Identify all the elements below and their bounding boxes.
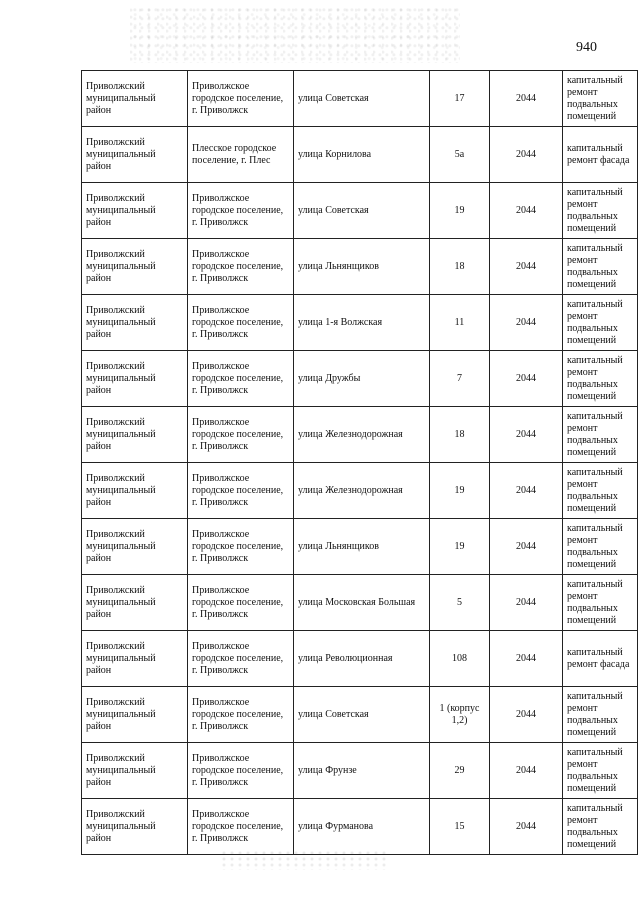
table-row (82, 127, 638, 183)
settlement-cell: Приволжское городское поселение, г. Приволжск (188, 295, 294, 351)
house-number-cell: 29 (430, 743, 490, 799)
repair-schedule-table (81, 70, 638, 855)
street-cell: улица Железнодорожная (294, 407, 430, 463)
street-cell: улица Льнянщиков (294, 239, 430, 295)
work-type-cell: капитальный ремонт подвальных помещений (563, 351, 638, 407)
settlement-cell: Приволжское городское поселение, г. Приволжск (188, 463, 294, 519)
table-row (82, 295, 638, 351)
house-number-cell: 1 (корпус 1,2) (430, 687, 490, 743)
year-cell: 2044 (490, 183, 563, 239)
house-number-cell: 7 (430, 351, 490, 407)
settlement-cell: Приволжское городское поселение, г. Приволжск (188, 407, 294, 463)
table-row (82, 407, 638, 463)
district-cell: Приволжский муниципальный район (82, 799, 188, 855)
table-row (82, 351, 638, 407)
year-cell: 2044 (490, 575, 563, 631)
work-type-cell: капитальный ремонт подвальных помещений (563, 295, 638, 351)
year-cell: 2044 (490, 351, 563, 407)
settlement-cell: Приволжское городское поселение, г. Приволжск (188, 183, 294, 239)
settlement-cell: Приволжское городское поселение, г. Приволжск (188, 575, 294, 631)
house-number-cell: 17 (430, 71, 490, 127)
street-cell: улица 1-я Волжская (294, 295, 430, 351)
work-type-cell: капитальный ремонт фасада (563, 127, 638, 183)
work-type-cell: капитальный ремонт подвальных помещений (563, 687, 638, 743)
settlement-cell: Приволжское городское поселение, г. Приволжск (188, 519, 294, 575)
district-cell: Приволжский муниципальный район (82, 575, 188, 631)
page-number: 940 (576, 40, 597, 55)
year-cell: 2044 (490, 687, 563, 743)
settlement-cell: Плесское городское поселение, г. Плес (188, 127, 294, 183)
work-type-cell: капитальный ремонт подвальных помещений (563, 71, 638, 127)
scan-artifact-top (130, 8, 460, 63)
year-cell: 2044 (490, 799, 563, 855)
street-cell: улица Льнянщиков (294, 519, 430, 575)
street-cell: улица Дружбы (294, 351, 430, 407)
street-cell: улица Советская (294, 71, 430, 127)
district-cell: Приволжский муниципальный район (82, 127, 188, 183)
year-cell: 2044 (490, 631, 563, 687)
street-cell: улица Железнодорожная (294, 463, 430, 519)
year-cell: 2044 (490, 71, 563, 127)
district-cell: Приволжский муниципальный район (82, 351, 188, 407)
district-cell: Приволжский муниципальный район (82, 407, 188, 463)
settlement-cell: Приволжское городское поселение, г. Приволжск (188, 743, 294, 799)
district-cell: Приволжский муниципальный район (82, 687, 188, 743)
house-number-cell: 19 (430, 463, 490, 519)
house-number-cell: 5а (430, 127, 490, 183)
street-cell: улица Фрунзе (294, 743, 430, 799)
work-type-cell: капитальный ремонт подвальных помещений (563, 463, 638, 519)
table-row (82, 631, 638, 687)
district-cell: Приволжский муниципальный район (82, 631, 188, 687)
house-number-cell: 18 (430, 239, 490, 295)
settlement-cell: Приволжское городское поселение, г. Приволжск (188, 239, 294, 295)
work-type-cell: капитальный ремонт подвальных помещений (563, 575, 638, 631)
settlement-cell: Приволжское городское поселение, г. Приволжск (188, 351, 294, 407)
year-cell: 2044 (490, 743, 563, 799)
district-cell: Приволжский муниципальный район (82, 743, 188, 799)
work-type-cell: капитальный ремонт подвальных помещений (563, 183, 638, 239)
street-cell: улица Революционная (294, 631, 430, 687)
district-cell: Приволжский муниципальный район (82, 519, 188, 575)
house-number-cell: 19 (430, 519, 490, 575)
work-type-cell: капитальный ремонт подвальных помещений (563, 519, 638, 575)
work-type-cell: капитальный ремонт подвальных помещений (563, 239, 638, 295)
street-cell: улица Советская (294, 183, 430, 239)
table-row (82, 463, 638, 519)
house-number-cell: 108 (430, 631, 490, 687)
work-type-cell: капитальный ремонт подвальных помещений (563, 799, 638, 855)
district-cell: Приволжский муниципальный район (82, 295, 188, 351)
house-number-cell: 19 (430, 183, 490, 239)
work-type-cell: капитальный ремонт фасада (563, 631, 638, 687)
work-type-cell: капитальный ремонт подвальных помещений (563, 407, 638, 463)
table-row (82, 743, 638, 799)
street-cell: улица Московская Большая (294, 575, 430, 631)
district-cell: Приволжский муниципальный район (82, 183, 188, 239)
table-row (82, 519, 638, 575)
scan-artifact-bottom (220, 850, 390, 870)
table-row (82, 239, 638, 295)
year-cell: 2044 (490, 127, 563, 183)
table-row (82, 687, 638, 743)
house-number-cell: 18 (430, 407, 490, 463)
year-cell: 2044 (490, 295, 563, 351)
table-body (82, 71, 638, 855)
settlement-cell: Приволжское городское поселение, г. Приволжск (188, 631, 294, 687)
table-row (82, 799, 638, 855)
settlement-cell: Приволжское городское поселение, г. Приволжск (188, 687, 294, 743)
street-cell: улица Советская (294, 687, 430, 743)
house-number-cell: 11 (430, 295, 490, 351)
year-cell: 2044 (490, 519, 563, 575)
settlement-cell: Приволжское городское поселение, г. Приволжск (188, 71, 294, 127)
district-cell: Приволжский муниципальный район (82, 463, 188, 519)
year-cell: 2044 (490, 407, 563, 463)
work-type-cell: капитальный ремонт подвальных помещений (563, 743, 638, 799)
district-cell: Приволжский муниципальный район (82, 71, 188, 127)
table-row (82, 71, 638, 127)
settlement-cell: Приволжское городское поселение, г. Приволжск (188, 799, 294, 855)
year-cell: 2044 (490, 463, 563, 519)
street-cell: улица Корнилова (294, 127, 430, 183)
house-number-cell: 5 (430, 575, 490, 631)
house-number-cell: 15 (430, 799, 490, 855)
table-row (82, 575, 638, 631)
street-cell: улица Фурманова (294, 799, 430, 855)
district-cell: Приволжский муниципальный район (82, 239, 188, 295)
year-cell: 2044 (490, 239, 563, 295)
table-row (82, 183, 638, 239)
